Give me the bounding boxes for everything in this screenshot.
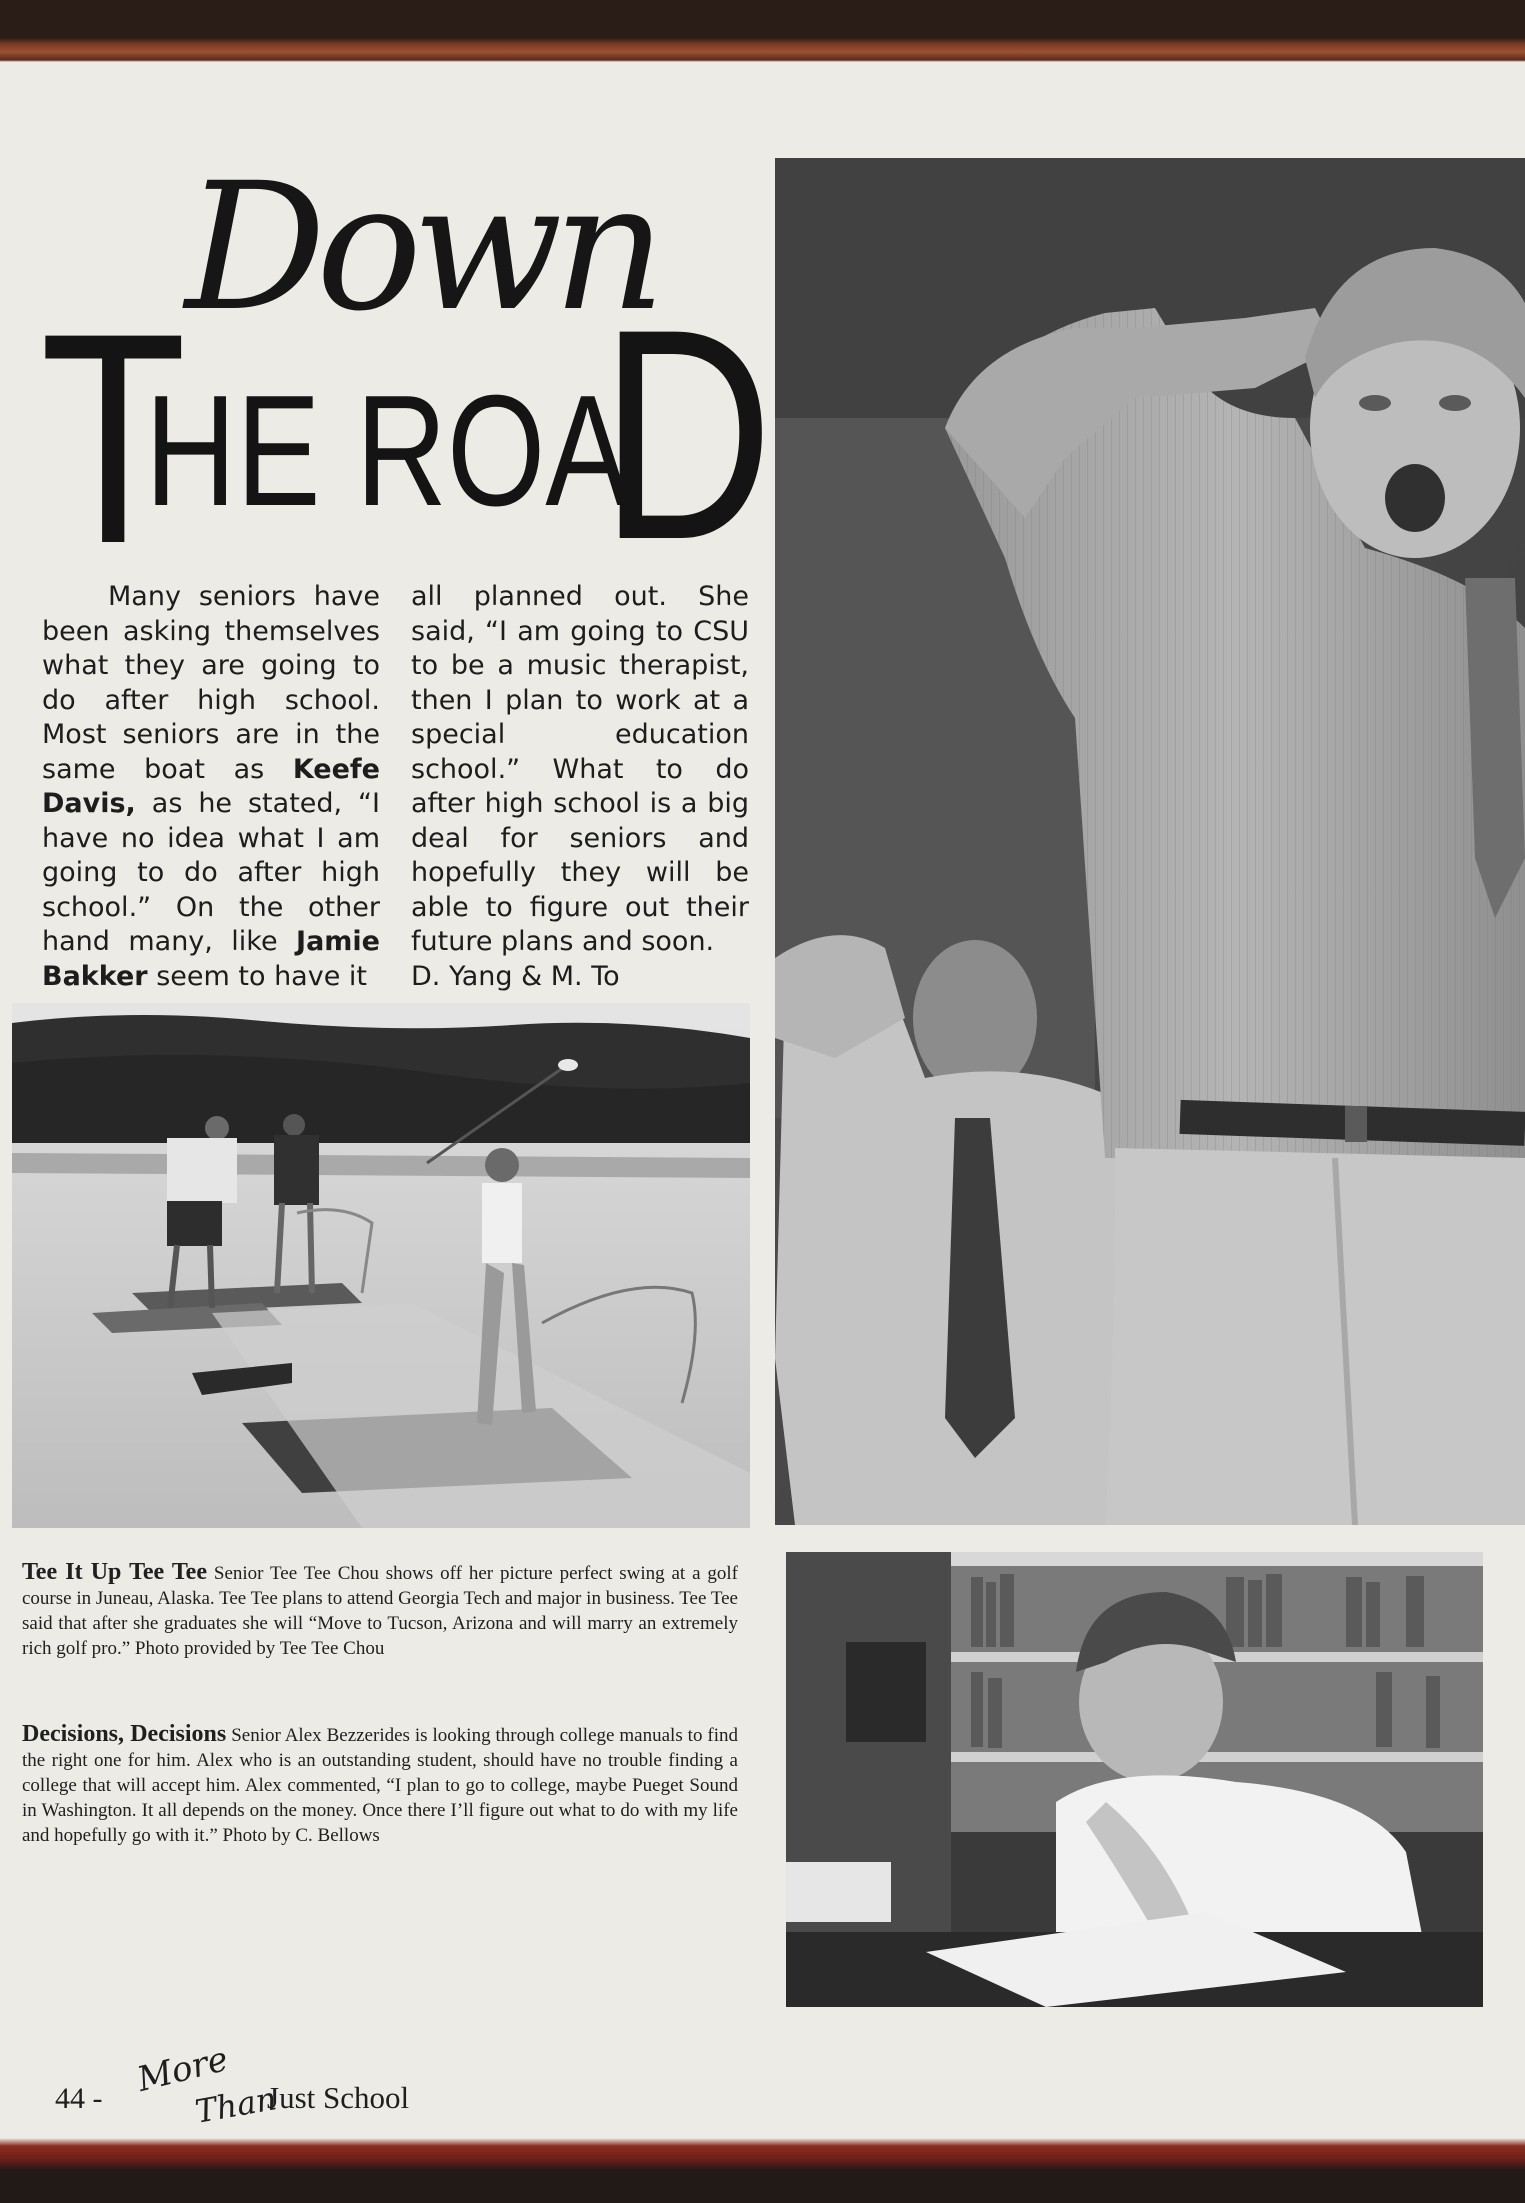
caption-golf (22, 1560, 738, 1661)
section-title-more: More (133, 2039, 232, 2100)
caption-text: Senior Alex Bezzerides is looking through college manuals to find the right one for him. Alex who is an outstanding student, should have no trouble finding a college that will accept him. Alex commented, “I plan to go to college, maybe Pueget Sound in Washington. It all depends on the money. Once there I’ll figure out what to do with my life and hopefully go with it.” Photo by C. Bellows (22, 1725, 739, 1846)
photo-student-reading (786, 1552, 1483, 2007)
photo-yawning-student (775, 158, 1525, 1525)
caption-library (22, 1722, 738, 1848)
caption-text: Senior Tee Tee Chou shows off her picture perfect swing at a golf course in Juneau, Alaska. Tee Tee plans to attend Georgia Tech and major in business. Tee Tee said that after she graduates she will “Move to Tucson, Arizona and will marry an extremely rich golf pro.” Photo provided by Tee Tee Chou (22, 1563, 739, 1659)
section-title-than: Than (192, 2079, 280, 2131)
caption-heading: Tee It Up Tee Tee (22, 1559, 207, 1585)
title-first-letter: T (40, 270, 187, 606)
page-title (40, 266, 774, 606)
student-name: Jamie Bakker (42, 926, 380, 992)
title-script-word: Down (185, 145, 657, 350)
caption-heading: Decisions, Decisions (22, 1721, 227, 1747)
page-number: 44 - (55, 2082, 103, 2115)
article-column-2 (411, 580, 749, 994)
article-text: all planned out. She said, “I am going to CSU to be a music therapist, then I plan to work at a special education school.” What to do after high school is a big deal for seniors and hopefully they will be able to figure out their future plans and soon. (411, 581, 749, 957)
byline: D. Yang & M. To (411, 960, 620, 992)
page-footer (55, 2039, 455, 2131)
article-text: as he stated, “I have no idea what I am going to do after high school.” On the other hand many, like (42, 788, 380, 957)
photo-golf-swing (12, 1003, 750, 1528)
section-title-rest: Just School (267, 2080, 410, 2115)
article-text: Many seniors have been asking themselves what they are going to do after high school. Most seniors are in the same boat as (42, 581, 380, 785)
title-last-letter: D (600, 266, 774, 602)
article-column-1 (42, 580, 380, 994)
title-middle: HE ROA (145, 363, 630, 539)
article-text: seem to have it (147, 960, 367, 992)
student-name: Keefe Davis, (42, 753, 380, 819)
